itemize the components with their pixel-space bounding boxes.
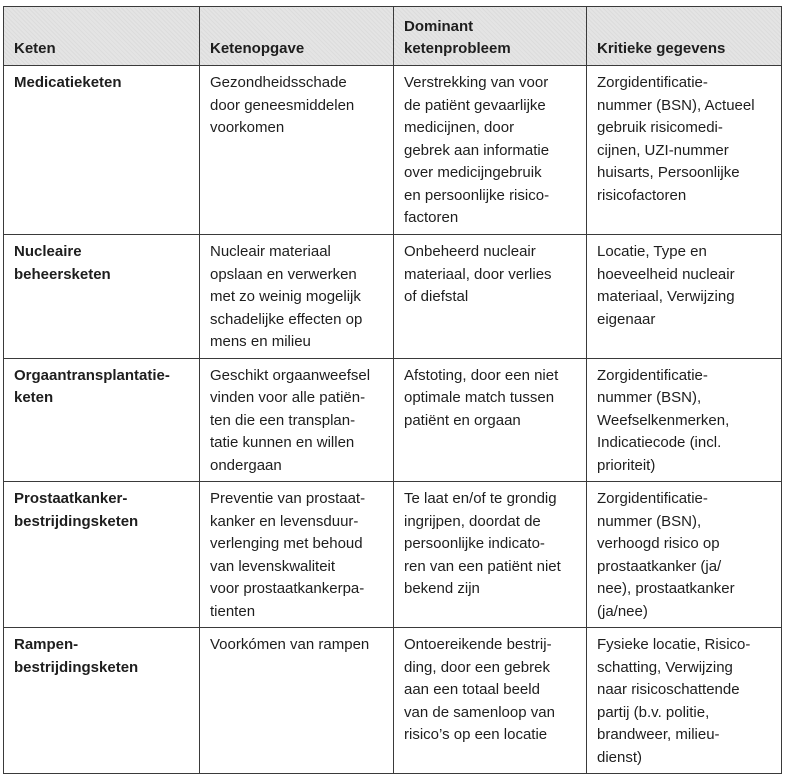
cell-ketenprobleem: Te laat en/of te grondig ingrijpen, doordat de persoonlijke indicato- ren van een patiënt niet bekend zijn [394, 482, 587, 628]
table-body [4, 66, 782, 774]
cell-kritieke-gegevens: Zorgidentificatie- nummer (BSN), verhoogd risico op prostaatkanker (ja/ nee), prostaatkanker (ja/nee) [587, 482, 782, 628]
table-row [4, 235, 782, 359]
table-header [4, 7, 782, 66]
cell-kritieke-gegevens: Zorgidentificatie- nummer (BSN), Weefselkenmerken, Indicatiecode (incl. prioriteit) [587, 358, 782, 482]
cell-ketenprobleem: Verstrekking van voor de patiënt gevaarlijke medicijnen, door gebrek aan informatie over medicijngebruik en persoonlijke risico- factoren [394, 66, 587, 235]
table-row [4, 358, 782, 482]
cell-kritieke-gegevens: Zorgidentificatie- nummer (BSN), Actueel gebruik risicomedi- cijnen, UZI-nummer huisarts, Persoonlijke risicofactoren [587, 66, 782, 235]
table-row [4, 628, 782, 774]
keten-table-container [3, 6, 781, 774]
table-row [4, 482, 782, 628]
header-ketenopgave: Ketenopgave [200, 7, 394, 66]
cell-ketenprobleem: Onbeheerd nucleair materiaal, door verlies of diefstal [394, 235, 587, 359]
cell-ketenprobleem: Ontoereikende bestrij- ding, door een gebrek aan een totaal beeld van de samenloop van risico’s op een locatie [394, 628, 587, 774]
cell-ketenopgave: Gezondheidsschade door geneesmiddelen voorkomen [200, 66, 394, 235]
cell-kritieke-gegevens: Locatie, Type en hoeveelheid nucleair materiaal, Verwijzing eigenaar [587, 235, 782, 359]
cell-keten: Orgaantransplantatie- keten [4, 358, 200, 482]
cell-ketenprobleem: Afstoting, door een niet optimale match tussen patiënt en orgaan [394, 358, 587, 482]
cell-keten: Nucleaire beheersketen [4, 235, 200, 359]
table-row [4, 66, 782, 235]
cell-keten: Prostaatkanker- bestrijdingsketen [4, 482, 200, 628]
header-dominant-ketenprobleem: Dominant ketenprobleem [394, 7, 587, 66]
cell-ketenopgave: Nucleair materiaal opslaan en verwerken met zo weinig mogelijk schadelijke effecten op mens en milieu [200, 235, 394, 359]
header-keten: Keten [4, 7, 200, 66]
cell-keten: Medicatieketen [4, 66, 200, 235]
cell-ketenopgave: Preventie van prostaat- kanker en levensduur- verlenging met behoud van levenskwaliteit voor prostaatkankerpa- tienten [200, 482, 394, 628]
keten-table [3, 6, 782, 774]
header-row [4, 7, 782, 66]
cell-keten: Rampen- bestrijdingsketen [4, 628, 200, 774]
cell-kritieke-gegevens: Fysieke locatie, Risico- schatting, Verwijzing naar risicoschattende partij (b.v. politie, brandweer, milieu- dienst) [587, 628, 782, 774]
header-kritieke-gegevens: Kritieke gegevens [587, 7, 782, 66]
cell-ketenopgave: Voorkómen van rampen [200, 628, 394, 774]
cell-ketenopgave: Geschikt orgaanweefsel vinden voor alle patiën- ten die een transplan- tatie kunnen en willen ondergaan [200, 358, 394, 482]
